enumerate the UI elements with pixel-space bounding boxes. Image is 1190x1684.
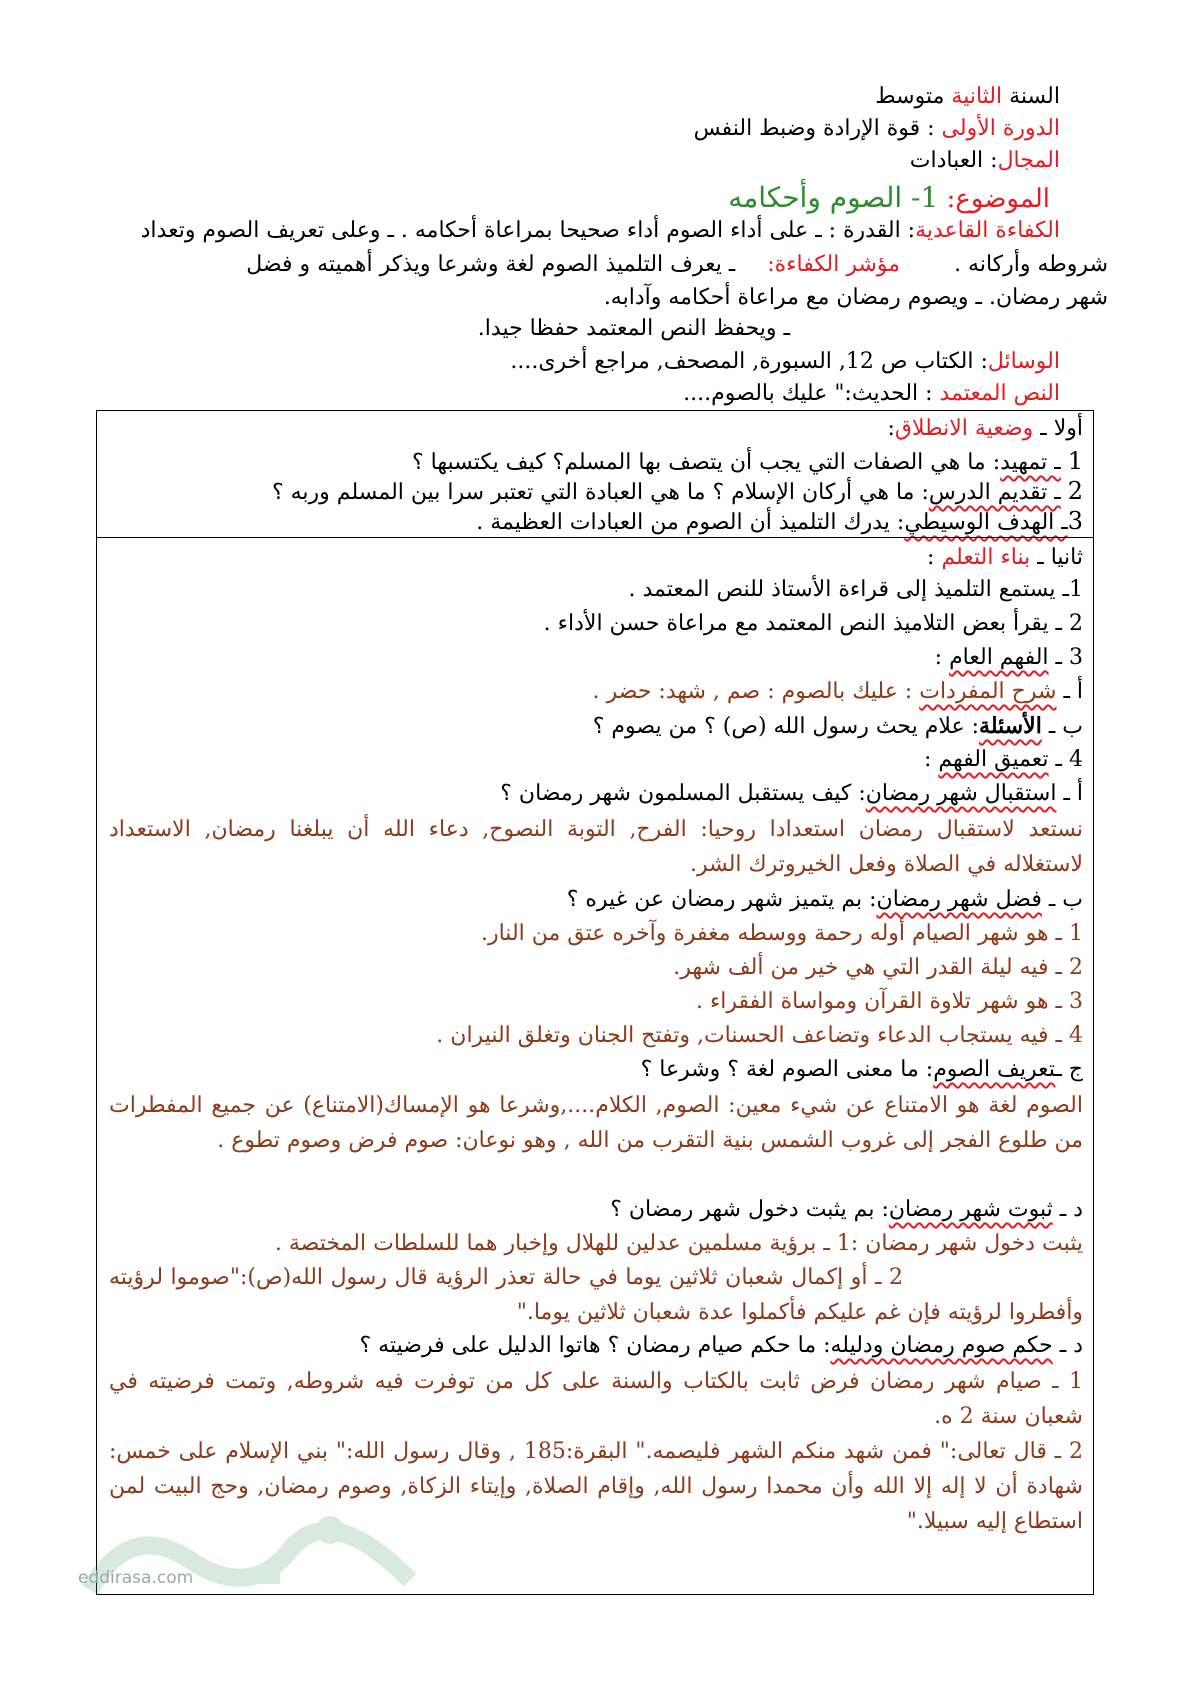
- q2-line: [107, 884, 1083, 916]
- q2-answer-1: 1 ـ هو شهر الصيام أوله رحمة ووسطه مغفرة وآخره عتق من النار.: [480, 921, 1083, 946]
- q5-prefix: د ـ: [1059, 1333, 1083, 1358]
- q2-prefix: ب ـ: [1048, 887, 1083, 912]
- means-line: [510, 347, 1060, 377]
- l3-label: الفهم العام: [949, 645, 1049, 670]
- domain-line: [910, 146, 1060, 176]
- b-text: : علام يحث رسول الله (ص) ؟ من يصوم ؟: [592, 714, 980, 739]
- section1-prefix: أولا ـ: [1040, 416, 1083, 441]
- section1-title-text: وضعية الانطلاق: [894, 416, 1034, 441]
- section1-item-2: [107, 475, 1083, 509]
- watermark-site: eddirasa.com: [78, 1568, 194, 1588]
- competency-line-3: [604, 283, 1108, 313]
- q3-label: تعريف الصوم: [933, 1057, 1056, 1082]
- item-text: : يدرك التلميذ أن الصوم من العبادات العظيمة .: [476, 510, 905, 535]
- eddirasa-logo-watermark: [70, 1500, 430, 1620]
- q1-answer: نستعد لاستقبال رمضان استعدادا روحيا: الفرح, التوبة النصوح, دعاء الله أن يبلغنا رمضان, الاستعداد لاستغلاله في الصلاة وفعل الخيروترك الشر.: [109, 817, 1083, 877]
- session-value: : قوة الإرادة وضبط النفس: [693, 116, 935, 141]
- section2-suffix: :: [927, 545, 935, 570]
- l4-number: 4 ـ: [1055, 747, 1083, 772]
- year-value: الثانية: [951, 84, 1003, 109]
- l3-number: 3 ـ: [1055, 645, 1083, 670]
- section2-prefix: ثانيا ـ: [1037, 545, 1083, 570]
- item-number: 2: [1067, 477, 1083, 505]
- q4-prefix: د ـ: [1059, 1197, 1083, 1222]
- topic-value: 1- الصوم وأحكامه: [728, 181, 939, 214]
- competency-line-1: [100, 216, 1060, 246]
- q5-answer-2: 2 ـ قال تعالى:" فمن شهد منكم الشهر فليصمه." البقرة:185 , وقال رسول الله:" بني الإسلام على خمس: شهادة أن لا إله إلا الله وأن محمدا رسول الله, وإقام الصلاة, وإيتاء الزكاة, وصوم رمضان, وحج البيت لمن استطاع إليه سبيلا.": [109, 1439, 1083, 1534]
- q4-label: ثبوت شهر رمضان: [888, 1197, 1053, 1222]
- q2-label: فضل شهر رمضان: [876, 887, 1042, 912]
- item-number: 3: [1067, 507, 1083, 535]
- item-text: : ما هي الصفات التي يجب أن يتصف بها المسلم؟ كيف يكتسبها ؟: [412, 450, 1001, 475]
- competency-line-2: [246, 250, 1108, 280]
- section-build-box: [96, 537, 1094, 1595]
- means-value: : الكتاب ص 12, السبورة, المصحف, مراجع أخرى....: [510, 349, 988, 374]
- q2-answer-3: 3 ـ هو شهر تلاوة القرآن ومواساة الفقراء .: [695, 989, 1083, 1014]
- q5-answer-1: 1 ـ صيام شهر رمضان فرض ثابت بالكتاب والسنة على كل من توفرت فيه شروطه, وتمت فرضيته في شعبان سنة 2 ه.: [109, 1369, 1083, 1429]
- q2-text: : بم يتميز شهر رمضان عن غيره ؟: [566, 887, 877, 912]
- year-label: السنة: [1009, 84, 1060, 109]
- l4-suffix: :: [923, 747, 932, 772]
- competency-line-4: [478, 314, 790, 344]
- year-suffix: متوسط: [875, 84, 945, 109]
- item-label: ـ تقديم الدرس: [928, 480, 1061, 505]
- competency-text-3: شهر رمضان. ـ ويصوم رمضان مع مراعاة أحكامه وآدابه.: [603, 285, 1108, 310]
- topic-label: الموضوع:: [946, 184, 1050, 214]
- q5-label: حكم صوم رمضان ودليله: [830, 1333, 1053, 1358]
- questions-line: [107, 710, 1083, 743]
- item-number: 1: [1067, 447, 1083, 475]
- section1-item-1: [107, 445, 1083, 479]
- indicator-text: ـ يعرف التلميذ الصوم لغة وشرعا ويذكر أهميته و فضل: [246, 252, 736, 277]
- year-line: [875, 82, 1060, 112]
- deep-understanding: [107, 744, 1083, 776]
- session-label: الدورة الأولى: [941, 116, 1060, 141]
- q2-answer-2: 2 ـ فيه ليلة القدر التي هي خير من ألف شهر.: [673, 955, 1083, 980]
- q5-line: [107, 1330, 1083, 1362]
- b-label: الأسئلة: [979, 713, 1042, 739]
- text-value: : الحديث:" عليك بالصوم....: [683, 381, 933, 406]
- a-text: : عليك بالصوم : صم , شهد: حضر .: [592, 679, 913, 704]
- q1-line: [107, 778, 1083, 810]
- q3-text: : ما معنى الصوم لغة ؟ وشرعا ؟: [640, 1057, 934, 1082]
- vocab-line: [107, 676, 1083, 708]
- session-line: [694, 114, 1060, 144]
- item-label: ـ الهدف الوسيطي: [904, 510, 1068, 535]
- section1-title: [107, 413, 1083, 445]
- q4-text: : بم يثبت دخول شهر رمضان ؟: [610, 1197, 889, 1222]
- q2-answer-4: 4 ـ فيه يستجاب الدعاء وتضاعف الحسنات, وتفتح الجنان وتغلق النيران .: [436, 1023, 1083, 1048]
- section2-line-2: 2 ـ يقرأ بعض التلاميذ النص المعتمد مع مراعاة حسن الأداء .: [543, 611, 1083, 636]
- text-label: النص المعتمد: [939, 381, 1060, 406]
- a-prefix: أ ـ: [1063, 679, 1083, 704]
- section2-line-1: 1ـ يستمع التلميذ إلى قراءة الأستاذ للنص المعتمد .: [628, 577, 1083, 602]
- q1-label: استقبال شهر رمضان: [865, 781, 1057, 806]
- section1-suffix: :: [887, 416, 895, 441]
- q4-line: [107, 1194, 1083, 1226]
- q4-answer-2: 2 ـ أو إكمال شعبان ثلاثين يوما في حالة تعذر الرؤية قال رسول الله(ص):"صوموا لرؤيته وأفطروا لرؤيته فإن غم عليكم فأكملوا عدة شعبان ثلاثين يوما.": [109, 1265, 1083, 1325]
- l4-label: تعميق الفهم: [938, 747, 1049, 772]
- domain-label: المجال: [997, 148, 1060, 173]
- section-launch-box: [96, 410, 1094, 538]
- section2-title: [107, 542, 1083, 574]
- section2-title-text: بناء التعلم: [941, 545, 1031, 570]
- q4-answer-1: يثبت دخول شهر رمضان :1 ـ برؤية مسلمين عدلين للهلال وإخبار هما للسلطات المختصة .: [274, 1231, 1083, 1256]
- competency-text-2a: شروطه وأركانه .: [954, 252, 1108, 277]
- q3-answer: الصوم لغة هو الامتناع عن شيء معين: الصوم, الكلام....,وشرعا هو الإمساك(الامتناع) عن جميع المفطرات من طلوع الفجر إلى غروب الشمس بنية التقرب من الله , وهو نوعان: صوم فرض وصوم تطوع .: [109, 1093, 1083, 1153]
- competency-text-4: ـ ويحفظ النص المعتمد حفظا جيدا.: [477, 316, 790, 341]
- q1-prefix: أ ـ: [1063, 781, 1083, 806]
- b-prefix: ب ـ: [1048, 714, 1083, 739]
- q3-prefix: ج ـ: [1055, 1057, 1083, 1082]
- competency-label: الكفاءة القاعدية: [915, 218, 1060, 243]
- q5-text: : ما حكم صيام رمضان ؟ هاتوا الدليل على فرضيته ؟: [359, 1333, 831, 1358]
- text-line: [683, 379, 1060, 409]
- general-understanding: [107, 642, 1083, 674]
- l3-suffix: :: [934, 645, 943, 670]
- section1-item-3: [107, 505, 1083, 539]
- a-label: شرح المفردات: [919, 679, 1057, 704]
- domain-value: : العبادات: [909, 148, 998, 173]
- topic-line: [728, 180, 1050, 217]
- q3-line: [107, 1054, 1083, 1086]
- competency-text-1: : القدرة : ـ على أداء الصوم أداء صحيحا بمراعاة أحكامه . ـ وعلى تعريف الصوم وتعداد: [140, 218, 916, 243]
- means-label: الوسائل: [987, 349, 1060, 374]
- item-label: ـ تمهيد: [1000, 450, 1061, 475]
- item-text: : ما هي أركان الإسلام ؟ ما هي العبادة التي تعتبر سرا بين المسلم وربه ؟: [271, 480, 929, 505]
- q1-text: : كيف يستقبل المسلمون شهر رمضان ؟: [500, 781, 866, 806]
- indicator-label: مؤشر الكفاءة:: [767, 252, 901, 277]
